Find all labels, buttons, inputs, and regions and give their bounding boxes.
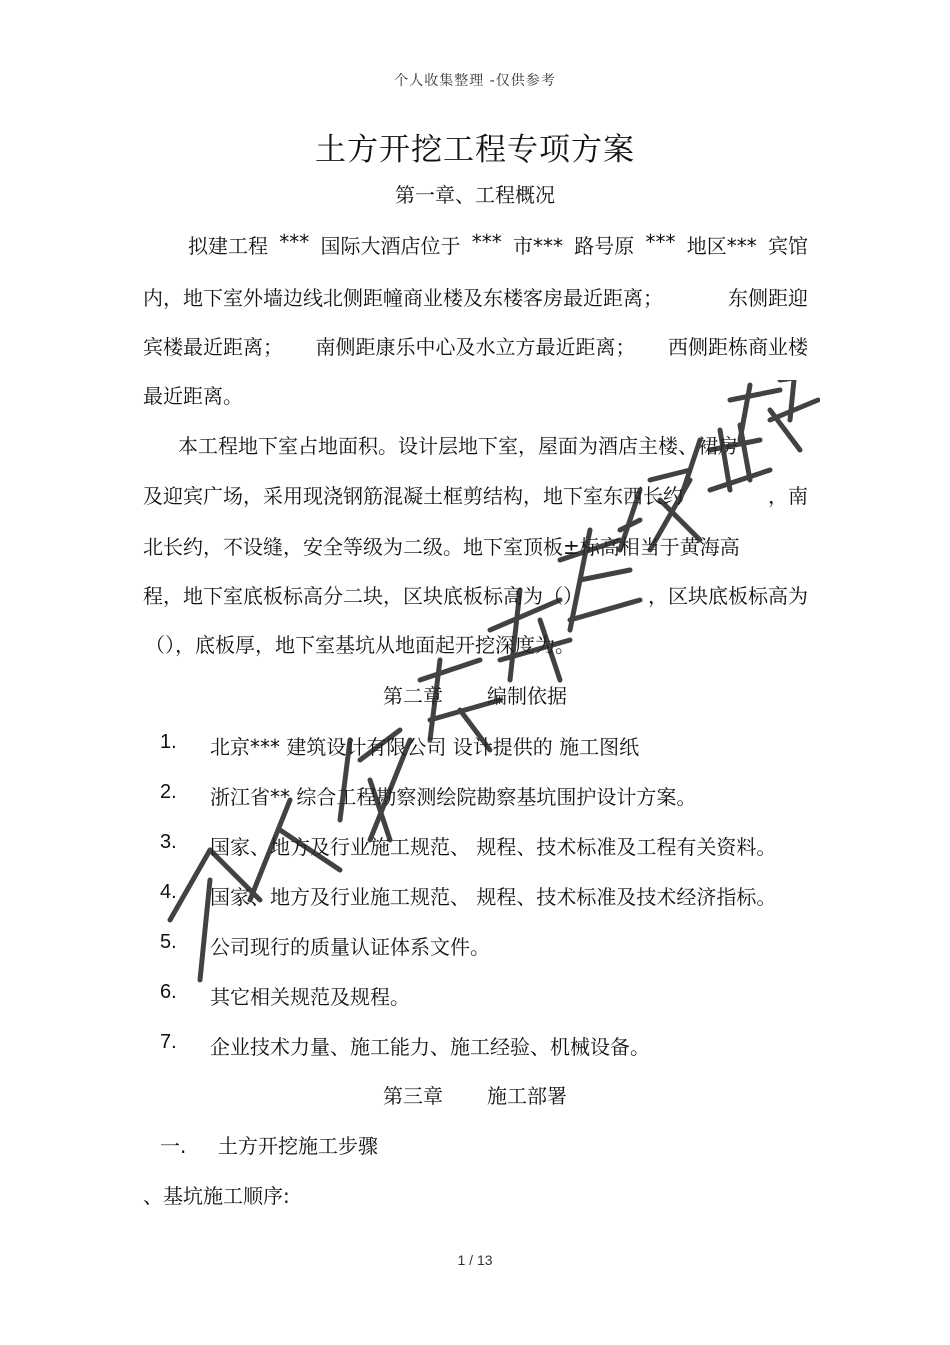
para2-line2: 及迎宾广场，采用现浇钢筋混凝土框剪结构，地下室东西长约 ，南: [143, 484, 808, 508]
para1-line4: 最近距离。: [143, 384, 243, 408]
section-1-number: 一.: [160, 1134, 187, 1158]
list-item-text: 公司现行的质量认证体系文件。: [210, 935, 490, 959]
list-item-number: 3.: [160, 831, 177, 853]
para2-line5: （），底板厚，地下室基坑从地面起开挖深度为。: [145, 633, 575, 657]
list-item-number: 4.: [160, 881, 177, 903]
list-item-number: 2.: [160, 781, 177, 803]
para2-line1: 本工程地下室占地面积。设计层地下室，屋面为酒店主楼、裙房: [178, 434, 738, 458]
list-item-text: 国家、地方及行业施工规范、 规程、技术标准及技术经济指标。: [210, 885, 777, 909]
para1-line1: 拟建工程 *** 国际大酒店位于 *** 市*** 路号原 *** 地区*** 宾馆: [188, 230, 808, 258]
list-item-text: 北京*** 建筑设计有限公司 设计提供的 施工图纸: [210, 735, 640, 759]
section-1-title: 土方开挖施工步骤: [218, 1134, 378, 1158]
list-item-number: 5.: [160, 931, 177, 953]
chapter-3-heading: 第三章 施工部署: [383, 1084, 567, 1108]
page-number: 1 / 13: [457, 1252, 493, 1268]
list-item-text: 其它相关规范及规程。: [210, 985, 410, 1009]
para2-line4: 程，地下室底板标高分二块，区块底板标高为（） ，区块底板标高为: [143, 584, 808, 608]
para1-line3: 宾楼最近距离； 南侧距康乐中心及水立方最近距离； 西侧距栋商业楼: [143, 335, 808, 359]
chapter-2-heading: 第二章 编制依据: [383, 684, 567, 708]
list-item-text: 浙江省** 综合工程勘察测绘院勘察基坑围护设计方案。: [210, 785, 697, 809]
document-title: 土方开挖工程专项方案: [315, 132, 635, 168]
para1-line2: 内，地下室外墙边线北侧距幢商业楼及东楼客房最近距离； 东侧距迎: [143, 286, 808, 310]
list-item-number: 1.: [160, 731, 177, 753]
para2-line3: 北长约，不设缝，安全等级为二级。地下室顶板±标高相当于黄海高: [143, 535, 740, 559]
list-item-number: 6.: [160, 981, 177, 1003]
chapter-1-heading: 第一章、工程概况: [395, 183, 555, 207]
list-item-text: 国家、地方及行业施工规范、 规程、技术标准及工程有关资料。: [210, 835, 777, 859]
list-item-text: 企业技术力量、施工能力、施工经验、机械设备。: [210, 1035, 650, 1059]
subsection-heading: 、基坑施工顺序:: [143, 1184, 290, 1208]
list-item-number: 7.: [160, 1031, 177, 1053]
page-header: 个人收集整理 -仅供参考: [394, 73, 556, 89]
